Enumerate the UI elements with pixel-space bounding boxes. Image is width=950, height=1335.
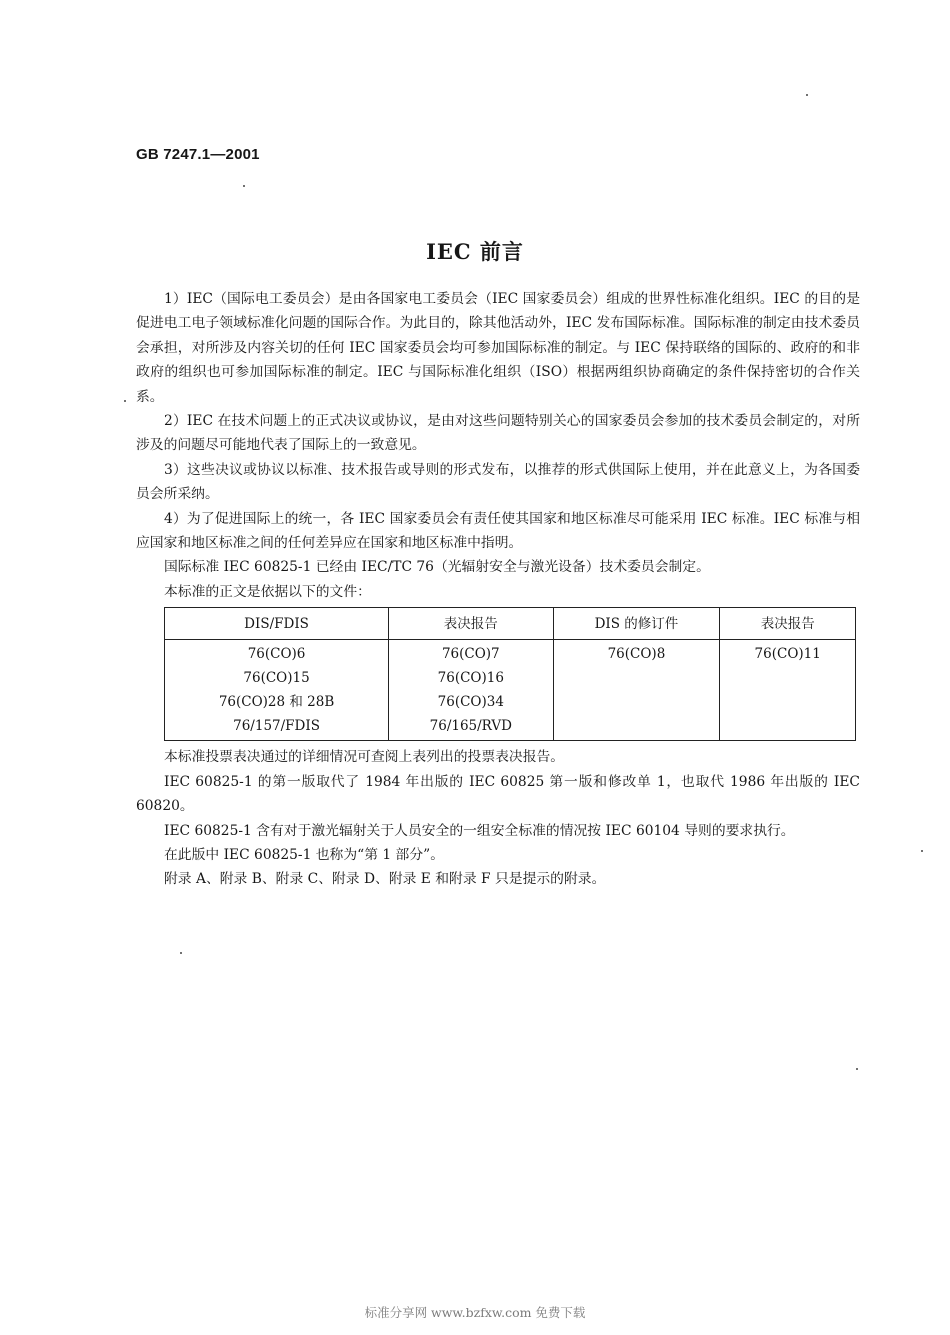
table-header-cell: 表决报告 xyxy=(389,608,553,640)
paragraph-10: 在此版中 IEC 60825-1 也称为“第 1 部分”。 xyxy=(164,846,444,863)
cell-line: 76(CO)15 xyxy=(243,670,310,687)
paragraph-8: IEC 60825-1 的第一版取代了 1984 年出版的 IEC 60825 第一版和修改单 1，也取代 1986 年出版的 IEC 60820。 xyxy=(136,773,860,815)
paragraph-6: 本标准的正文是依据以下的文件： xyxy=(164,583,371,600)
paragraph-11: 附录 A、附录 B、附录 C、附录 D、附录 E 和附录 F 只是提示的附录。 xyxy=(164,871,606,888)
table-cell-voting-report-2 xyxy=(720,640,856,741)
table-header-cell: 表决报告 xyxy=(720,608,856,640)
cell-line: 76/157/FDIS xyxy=(233,718,320,735)
scan-speck xyxy=(243,185,245,187)
cell-line: 76(CO)6 xyxy=(247,646,306,663)
document-code: GB 7247.1—2001 xyxy=(136,146,260,163)
table-cell-dis-amendment xyxy=(553,640,720,741)
table-header-row xyxy=(165,608,856,640)
scan-speck xyxy=(856,1068,858,1070)
table-header-cell: DIS/FDIS xyxy=(165,608,389,640)
page-title: IEC 前言 xyxy=(426,239,524,264)
cell-line: 76(CO)11 xyxy=(754,646,821,663)
cell-line: 76(CO)8 xyxy=(607,646,666,663)
paragraph-2: 2）IEC 在技术问题上的正式决议或协议，是由对这些问题特别关心的国家委员会参加的技术委员会制定的，对所涉及的问题尽可能地代表了国际上的一致意见。 xyxy=(136,413,860,454)
source-documents-table xyxy=(164,607,856,741)
scan-speck xyxy=(124,400,126,402)
paragraph-9: IEC 60825-1 含有对于激光辐射关于人员安全的一组安全标准的情况按 IEC 60104 导则的要求执行。 xyxy=(164,822,795,839)
cell-line: 76(CO)28 和 28B xyxy=(218,694,335,711)
paragraph-1: 1）IEC（国际电工委员会）是由各国家电工委员会（IEC 国家委员会）组成的世界性标准化组织。IEC 的目的是促进电工电子领域标准化问题的国际合作。为此目的，除其他活动外，IEC 发布国际标准。国际标准的制定由技术委员会承担，对所涉及内容关切的任何 IEC 国家委员会均可参加国际标准的制定。与 IEC 保持联络的国际的、政府的和非政府的组织也可参加国际标准的制定。IEC 与国际标准化组织（ISO）根据两组织协商确定的条件保持密切的合作关系。 xyxy=(136,291,860,405)
scan-speck xyxy=(921,850,923,852)
paragraph-3: 3）这些决议或协议以标准、技术报告或导则的形式发布，以推荐的形式供国际上使用，并在此意义上，为各国委员会所采纳。 xyxy=(136,461,860,503)
watermark-footer: 标准分享网 www.bzfxw.com 免费下载 xyxy=(364,1305,586,1320)
paragraph-7: 本标准投票表决通过的详细情况可查阅上表列出的投票表决报告。 xyxy=(164,749,565,766)
table-row xyxy=(165,640,856,741)
cell-line: 76/165/RVD xyxy=(429,718,512,735)
table-cell-dis-fdis xyxy=(165,640,389,741)
paragraph-5: 国际标准 IEC 60825-1 已经由 IEC/TC 76（光辐射安全与激光设备）技术委员会制定。 xyxy=(164,559,710,576)
document-body xyxy=(136,287,860,892)
cell-line: 76(CO)7 xyxy=(441,646,500,663)
cell-line: 76(CO)34 xyxy=(437,694,504,711)
scan-speck xyxy=(806,94,808,96)
cell-line: 76(CO)16 xyxy=(437,670,504,687)
table-cell-voting-report xyxy=(389,640,553,741)
scan-speck xyxy=(180,952,182,954)
table-header-cell: DIS 的修订件 xyxy=(553,608,720,640)
paragraph-4: 4）为了促进国际上的统一，各 IEC 国家委员会有责任使其国家和地区标准尽可能采用 IEC 标准。IEC 标准与相应国家和地区标准之间的任何差异应在国家和地区标准中指明。 xyxy=(136,510,860,552)
